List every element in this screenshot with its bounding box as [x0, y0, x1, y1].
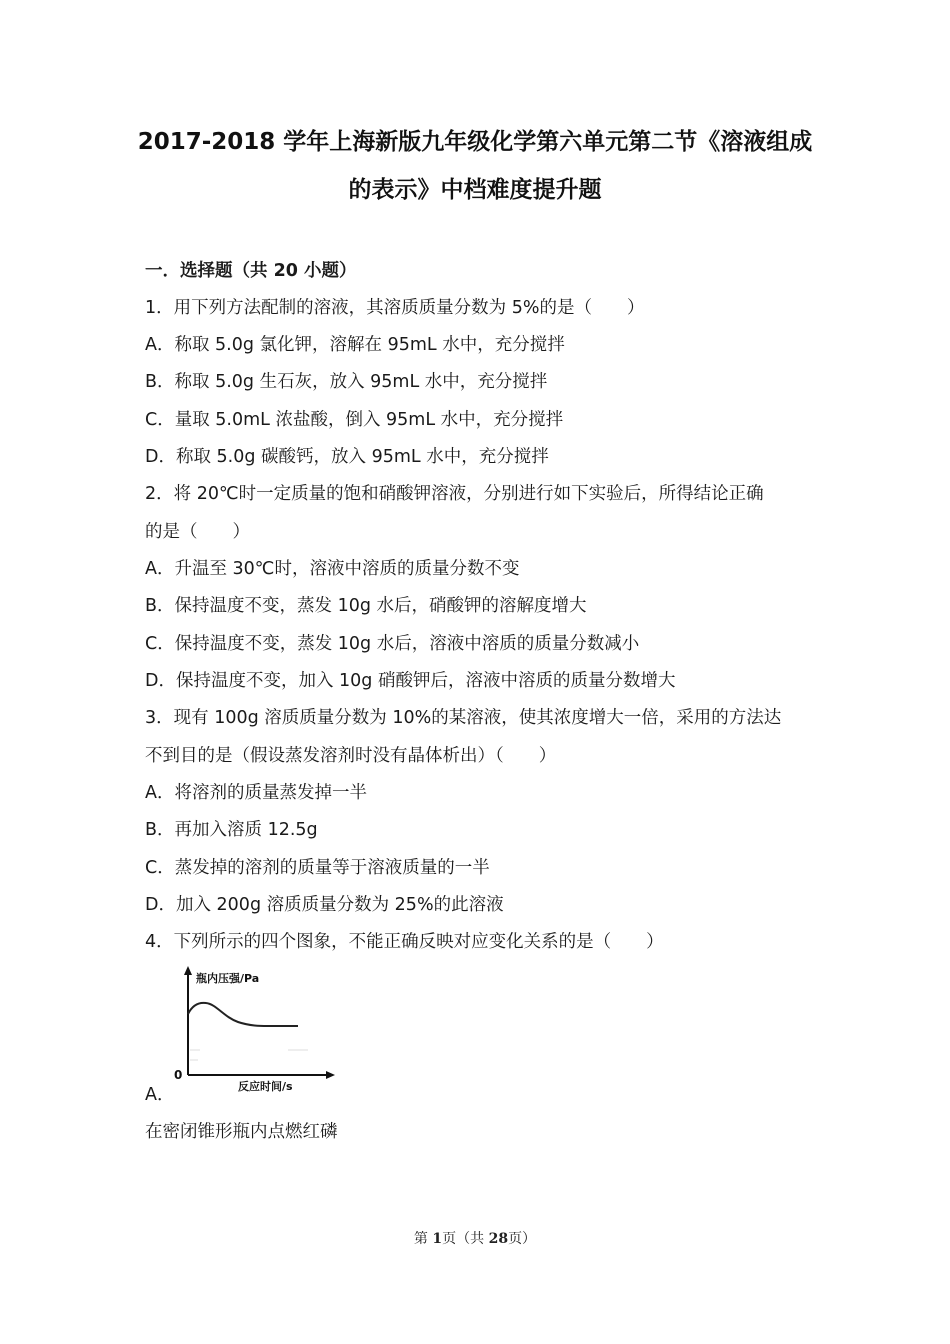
footer-prefix: 第	[413, 1231, 433, 1247]
question-2-option-d: D．保持温度不变，加入 10g 硝酸钾后，溶液中溶质的质量分数增大	[145, 671, 676, 691]
question-3-stem-line-1: 3．现有 100g 溶质质量分数为 10%的某溶液，使其浓度增大一倍，采用的方法达	[145, 708, 782, 728]
question-1-option-d: D．称取 5.0g 碳酸钙，放入 95mL 水中，充分搅拌	[145, 447, 549, 467]
page-footer	[0, 1228, 950, 1248]
question-3-option-c: C．蒸发掉的溶剂的质量等于溶液质量的一半	[145, 858, 490, 878]
x-axis-arrow	[326, 1071, 335, 1079]
question-1-option-b: B．称取 5.0g 生石灰，放入 95mL 水中，充分搅拌	[145, 372, 548, 392]
x-axis-label: 反应时间/s	[238, 1080, 293, 1092]
origin-label: 0	[174, 1068, 183, 1082]
question-2-option-b: B．保持温度不变，蒸发 10g 水后，硝酸钾的溶解度增大	[145, 596, 587, 616]
question-1-option-c: C．量取 5.0mL 浓盐酸，倒入 95mL 水中，充分搅拌	[145, 410, 564, 430]
footer-page-number: 1	[432, 1231, 443, 1247]
question-3-stem-line-2: 不到目的是（假设蒸发溶剂时没有晶体析出）（ ）	[145, 746, 557, 766]
faint-marks	[190, 1050, 308, 1060]
question-4-option-a-caption: 在密闭锥形瓶内点燃红磷	[145, 1122, 338, 1142]
question-1-stem: 1．用下列方法配制的溶液，其溶质质量分数为 5%的是（ ）	[145, 298, 645, 318]
question-3-option-d: D．加入 200g 溶质质量分数为 25%的此溶液	[145, 895, 504, 915]
document-title-line-2: 的表示》中档难度提升题	[348, 177, 602, 203]
question-2-option-c: C．保持温度不变，蒸发 10g 水后，溶液中溶质的质量分数减小	[145, 634, 640, 654]
question-3-option-a: A．将溶剂的质量蒸发掉一半	[145, 783, 367, 803]
document-title-line-1: 2017-2018 学年上海新版九年级化学第六单元第二节《溶液组成	[137, 129, 813, 155]
question-4-stem: 4．下列所示的四个图象，不能正确反映对应变化关系的是（ ）	[145, 932, 664, 952]
pressure-curve	[188, 1003, 298, 1026]
question-2-option-a: A．升温至 30℃时，溶液中溶质的质量分数不变	[145, 559, 520, 579]
y-axis-arrow	[184, 966, 192, 975]
question-2-stem-line-1: 2．将 20℃时一定质量的饱和硝酸钾溶液，分别进行如下实验后，所得结论正确	[145, 484, 764, 504]
footer-suffix: 页）	[508, 1231, 537, 1247]
pressure-time-graph	[168, 962, 338, 1092]
footer-total-pages: 28	[488, 1231, 509, 1247]
question-4-option-a-label: A．	[145, 1085, 175, 1105]
question-1-option-a: A．称取 5.0g 氯化钾，溶解在 95mL 水中，充分搅拌	[145, 335, 565, 355]
footer-middle: 页（共	[442, 1231, 489, 1247]
y-axis-label: 瓶内压强/Pa	[196, 972, 260, 985]
question-2-stem-line-2: 的是（ ）	[145, 522, 250, 542]
question-3-option-b: B．再加入溶质 12.5g	[145, 820, 318, 840]
section-heading: 一．选择题（共 20 小题）	[145, 261, 357, 281]
